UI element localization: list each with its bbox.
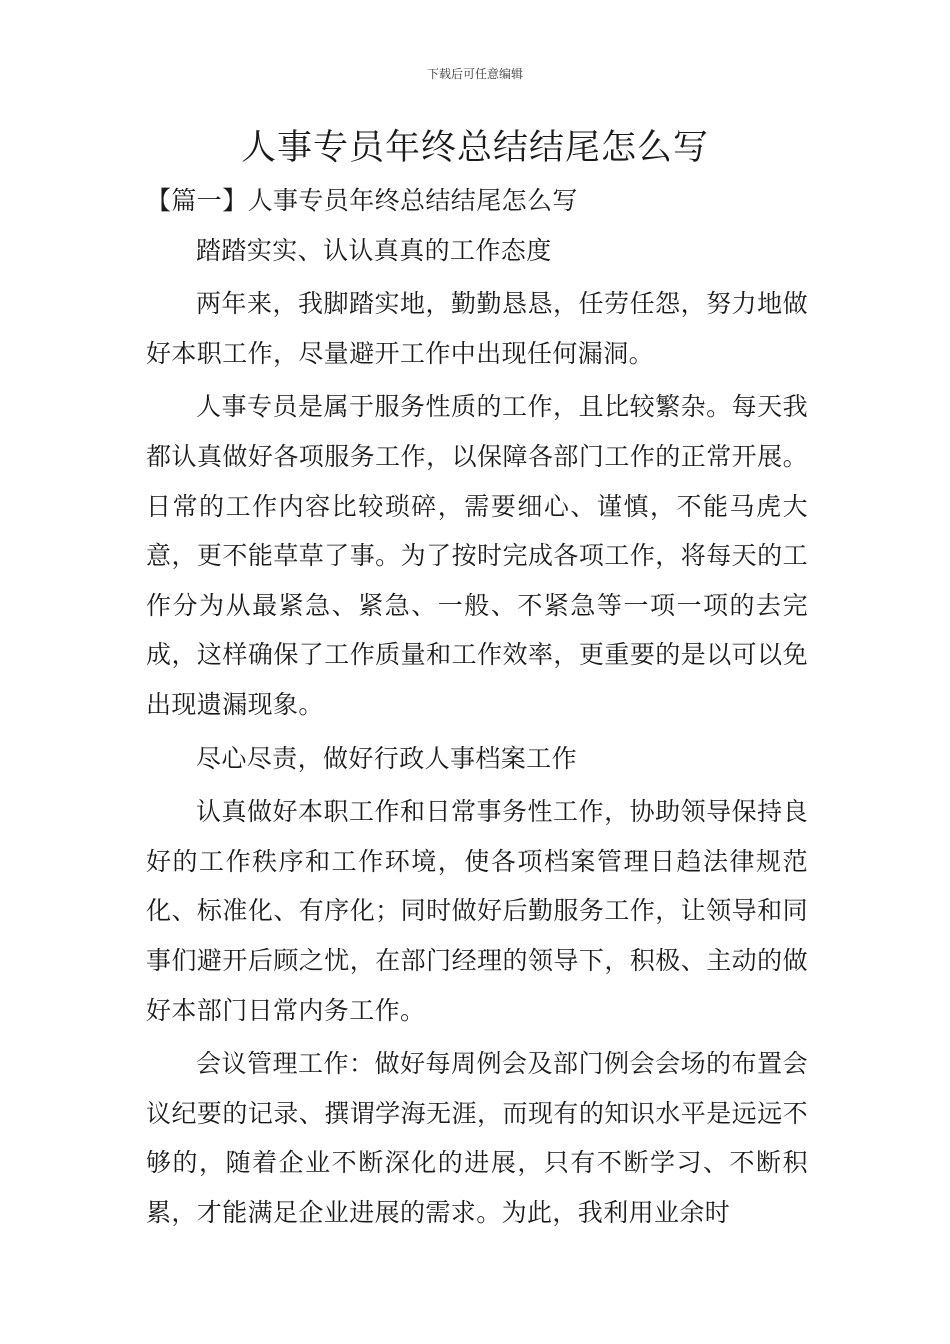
body-paragraph: 两年来，我脚踏实地，勤勤恳恳，任劳任怨，努力地做好本职工作，尽量避开工作中出现任何漏洞。 <box>146 289 808 368</box>
header-note: 下载后可任意编辑 <box>426 67 523 81</box>
section-heading: 【篇一】人事专员年终总结结尾怎么写 <box>146 186 578 215</box>
body-paragraph: 认真做好本职工作和日常事务性工作，协助领导保持良好的工作秩序和工作环境，使各项档案管理日趋法律规范化、标准化、有序化；同时做好后勤服务工作，让领导和同事们避开后顾之忧，在部门经理的领导下，积极、主动的做好本部门日常内务工作。 <box>146 797 808 1025</box>
subheading: 踏踏实实、认认真真的工作态度 <box>196 235 552 265</box>
body-paragraph: 会议管理工作：做好每周例会及部门例会会场的布置会议纪要的记录、撰谓学海无涯，而现有的知识水平是远远不够的，随着企业不断深化的进展，只有不断学习、不断积累，才能满足企业进展的需求。为此，我利用业余时 <box>146 1049 808 1227</box>
body-paragraph: 人事专员是属于服务性质的工作，且比较繁杂。每天我都认真做好各项服务工作，以保障各部门工作的正常开展。日常的工作内容比较琐碎，需要细心、谨慎，不能马虎大意，更不能草草了事。为了按时完成各项工作，将每天的工作分为从最紧急、紧急、一般、不紧急等一项一项的去完成，这样确保了工作质量和工作效率，更重要的是以可以免出现遗漏现象。 <box>146 392 808 719</box>
document-body <box>146 176 808 1237</box>
subheading: 尽心尽责，做好行政人事档案工作 <box>196 743 578 773</box>
document-title: 人事专员年终总结结尾怎么写 <box>240 128 709 168</box>
